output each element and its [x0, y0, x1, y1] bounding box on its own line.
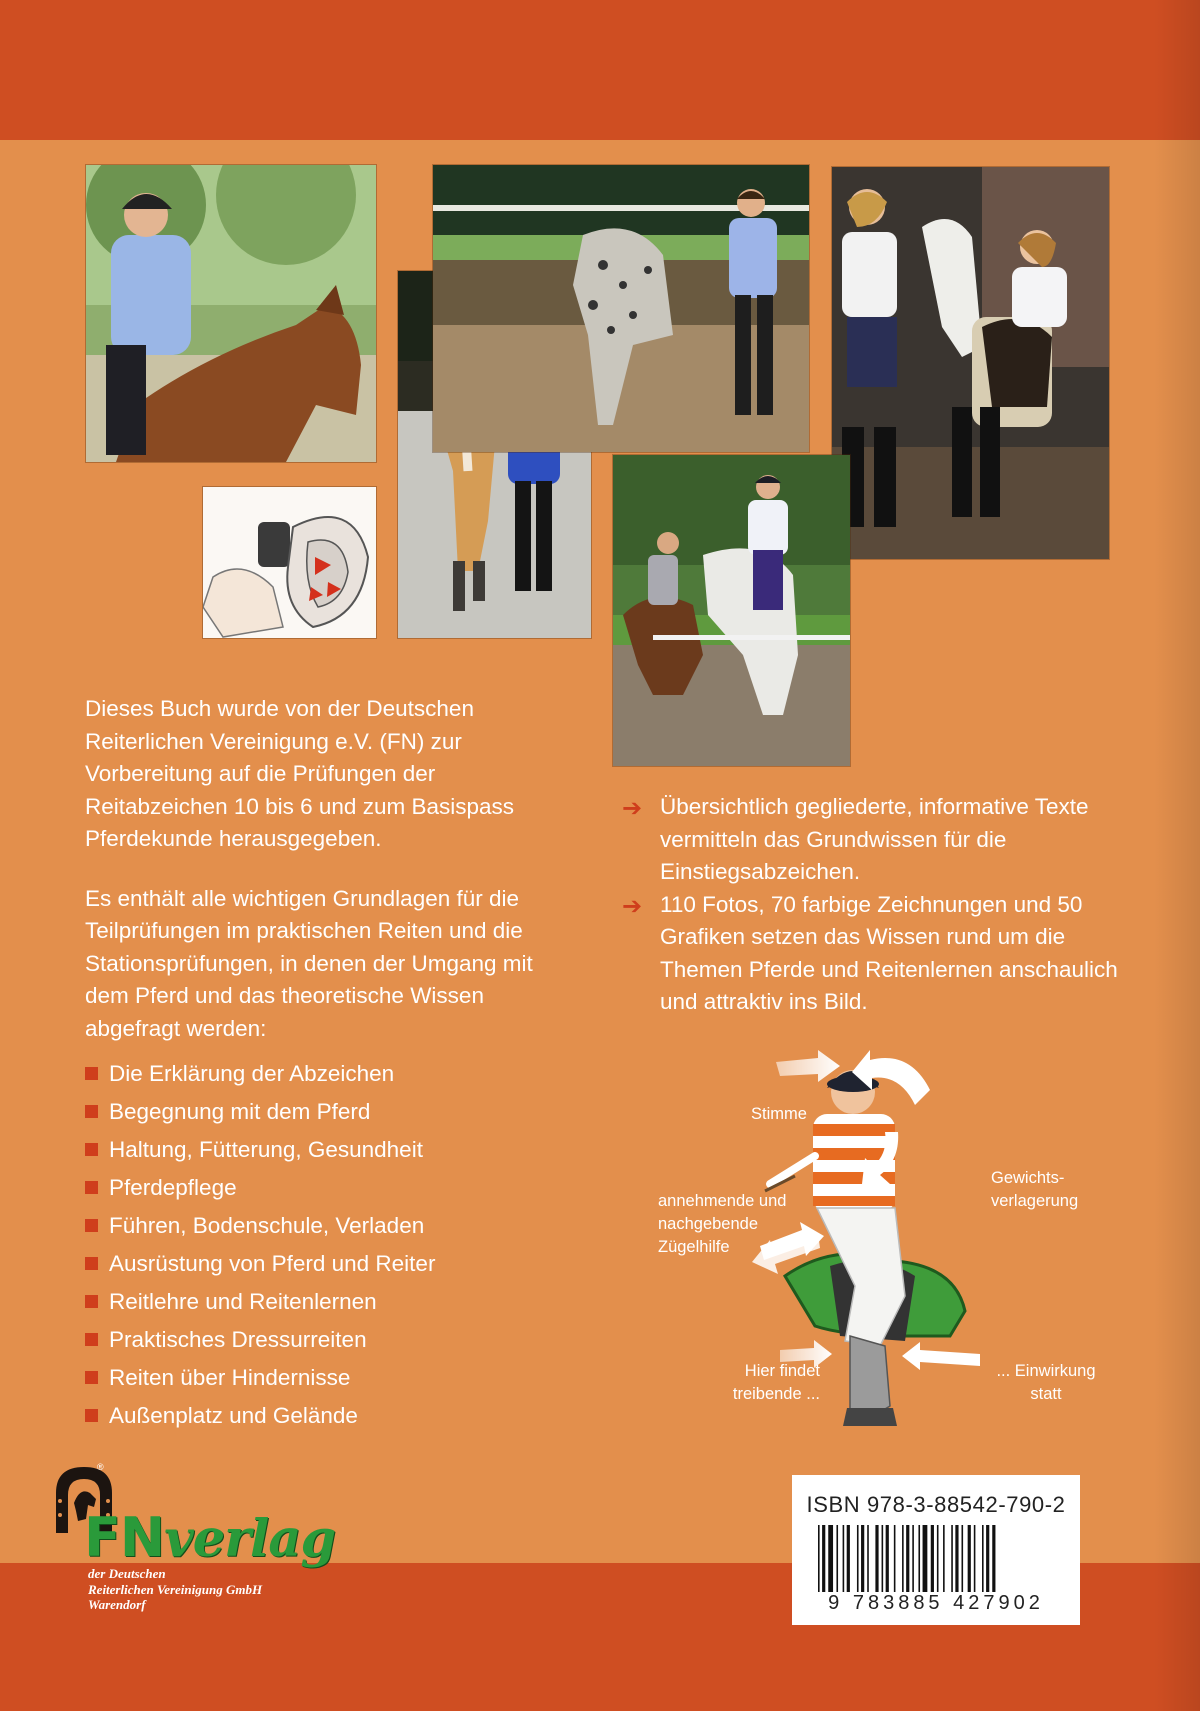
square-bullet-icon: [85, 1105, 98, 1118]
spine-shadow: [1154, 0, 1200, 1711]
label-hier-findet: Hier findet treibende ...: [732, 1362, 820, 1403]
publisher-name: der Deutschen Reiterlichen Vereinigung GmbH Warendorf: [88, 1566, 263, 1612]
arrow-einwirkung: [902, 1342, 980, 1370]
photo-riding-arena: [612, 454, 851, 767]
list-item: Reiten über Hindernisse: [85, 1362, 435, 1400]
label-einwirkung: ... Einwirkung statt: [996, 1362, 1096, 1403]
list-item: Pferdepflege: [85, 1172, 435, 1210]
feature-list: [622, 791, 1122, 1019]
square-bullet-icon: [85, 1333, 98, 1346]
feature-item: ➔ Übersichtlich gegliederte, informative Texte vermitteln das Grundwissen für die Einstiegsabzeichen.: [622, 794, 1089, 884]
list-item: Außenplatz und Gelände: [85, 1400, 435, 1438]
top-color-band: [0, 0, 1200, 140]
intro-text: [85, 693, 555, 1045]
label-gewicht: Gewichts- verlagerung: [991, 1169, 1079, 1210]
isbn-label: ISBN 978-3-88542-790-2: [806, 1492, 1066, 1517]
list-item: Begegnung mit dem Pferd: [85, 1096, 435, 1134]
list-item: Haltung, Fütterung, Gesundheit: [85, 1134, 435, 1172]
photo-boy-spotted-horse: [432, 164, 810, 453]
label-stimme: Stimme: [751, 1105, 807, 1123]
photo-boy-riding: [85, 164, 377, 463]
list-item: Ausrüstung von Pferd und Reiter: [85, 1248, 435, 1286]
list-item: Praktisches Dressurreiten: [85, 1324, 435, 1362]
list-item: Die Erklärung der Abzeichen: [85, 1058, 435, 1096]
publisher-logo: FNverlag: [84, 1506, 336, 1569]
arrow-right-icon: ➔: [622, 795, 643, 822]
isbn-digits: 9 783885 427902: [806, 1592, 1066, 1615]
arrow-gewicht-top: [852, 1050, 930, 1105]
list-item: Reitlehre und Reitenlernen: [85, 1286, 435, 1324]
square-bullet-icon: [85, 1219, 98, 1232]
list-item: Führen, Bodenschule, Verladen: [85, 1210, 435, 1248]
square-bullet-icon: [85, 1409, 98, 1422]
arrow-gewicht-side: [862, 1132, 898, 1184]
square-bullet-icon: [85, 1295, 98, 1308]
barcode: [818, 1525, 1053, 1600]
arrow-stimme: [776, 1050, 840, 1082]
square-bullet-icon: [85, 1181, 98, 1194]
square-bullet-icon: [85, 1257, 98, 1270]
illustration-hoof-care: [202, 486, 377, 639]
isbn-barcode-box: [792, 1475, 1080, 1625]
square-bullet-icon: [85, 1067, 98, 1080]
registered-mark: ®: [97, 1462, 104, 1472]
arrow-right-icon: ➔: [622, 892, 643, 920]
feature-item: ➔ 110 Fotos, 70 farbige Zeichnungen und 50 Grafiken setzen das Wissen rund um die Themen Pferde und Reitenlernen anschaulich und attraktiv ins Bild.: [622, 891, 1118, 1014]
intro-paragraph-1: Dieses Buch wurde von der Deutschen Reiterlichen Vereinigung e.V. (FN) zur Vorbereitung auf die Prüfungen der Reitabzeichen 10 bis 6 und zum Basispass Pferdekunde herausgegeben.: [85, 696, 514, 851]
intro-paragraph-2: Es enthält alle wichtigen Grundlagen für die Teilprüfungen im praktischen Reiten und die Stationsprüfungen, in denen der Umgang mit dem Pferd und das theoretische Wissen abgefragt werden:: [85, 885, 533, 1041]
square-bullet-icon: [85, 1143, 98, 1156]
photo-girls-with-pony: [831, 166, 1110, 560]
topic-list: [85, 1058, 435, 1438]
label-zuegelhilfe: annehmende und nachgebende Zügelhilfe: [658, 1192, 787, 1256]
square-bullet-icon: [85, 1371, 98, 1384]
